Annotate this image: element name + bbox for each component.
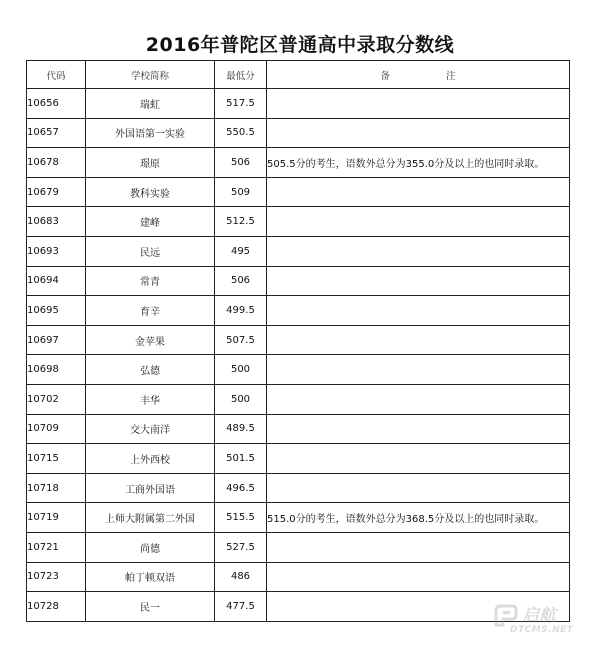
note-cell [267, 414, 570, 444]
site-watermark [492, 601, 588, 641]
code-cell: 10715 [27, 444, 86, 474]
code-cell: 10728 [27, 592, 86, 622]
note-cell [267, 325, 570, 355]
school-name-cell: 金苹果 [86, 325, 215, 355]
school-name-cell: 弘德 [86, 355, 215, 385]
table-row [27, 444, 570, 474]
note-cell [267, 296, 570, 326]
code-cell: 10678 [27, 148, 86, 178]
min-score-cell: 477.5 [215, 592, 267, 622]
min-score-cell: 512.5 [215, 207, 267, 237]
table-row [27, 266, 570, 296]
school-name-cell: 教科实验 [86, 177, 215, 207]
min-score-cell: 486 [215, 562, 267, 592]
code-cell: 10709 [27, 414, 86, 444]
watermark-name: 启航 [522, 606, 556, 626]
school-name-cell: 常青 [86, 266, 215, 296]
note-cell [267, 355, 570, 385]
min-score-cell: 489.5 [215, 414, 267, 444]
code-cell: 10695 [27, 296, 86, 326]
code-cell: 10721 [27, 532, 86, 562]
header-note [267, 61, 570, 89]
code-cell: 10679 [27, 177, 86, 207]
school-name-cell: 丰华 [86, 384, 215, 414]
note-cell [267, 236, 570, 266]
table-row [27, 384, 570, 414]
code-cell: 10698 [27, 355, 86, 385]
table-row [27, 177, 570, 207]
header-code: 代码 [27, 61, 86, 89]
school-name-cell: 育辛 [86, 296, 215, 326]
note-cell [267, 118, 570, 148]
min-score-cell: 550.5 [215, 118, 267, 148]
note-cell: 515.0分的考生，语数外总分为368.5分及以上的也同时录取。 [267, 503, 570, 533]
min-score-cell: 499.5 [215, 296, 267, 326]
school-name-cell: 民远 [86, 236, 215, 266]
header-note-first: 备 [380, 70, 390, 82]
code-cell: 10694 [27, 266, 86, 296]
school-name-cell: 尚德 [86, 532, 215, 562]
min-score-cell: 500 [215, 384, 267, 414]
table-row [27, 562, 570, 592]
note-cell [267, 532, 570, 562]
school-name-cell: 建峰 [86, 207, 215, 237]
code-cell: 10719 [27, 503, 86, 533]
min-score-cell: 500 [215, 355, 267, 385]
table-row [27, 296, 570, 326]
table-header-row [27, 61, 570, 89]
code-cell: 10657 [27, 118, 86, 148]
school-name-cell: 民一 [86, 592, 215, 622]
min-score-cell: 506 [215, 148, 267, 178]
min-score-cell: 496.5 [215, 473, 267, 503]
min-score-cell: 509 [215, 177, 267, 207]
watermark-url: DTCMS.NET [510, 625, 574, 635]
note-cell [267, 384, 570, 414]
table-row [27, 325, 570, 355]
table-row [27, 503, 570, 533]
table-row [27, 148, 570, 178]
code-cell: 10718 [27, 473, 86, 503]
school-name-cell: 工商外国语 [86, 473, 215, 503]
school-name-cell: 交大南洋 [86, 414, 215, 444]
code-cell: 10656 [27, 89, 86, 119]
school-name-cell: 外国语第一实验 [86, 118, 215, 148]
table-row [27, 473, 570, 503]
table-row [27, 89, 570, 119]
table-row [27, 207, 570, 237]
min-score-cell: 515.5 [215, 503, 267, 533]
min-score-cell: 501.5 [215, 444, 267, 474]
code-cell: 10693 [27, 236, 86, 266]
note-cell [267, 444, 570, 474]
table-row [27, 355, 570, 385]
table-row [27, 532, 570, 562]
note-cell [267, 473, 570, 503]
note-cell [267, 177, 570, 207]
school-name-cell: 上外西校 [86, 444, 215, 474]
header-note-second: 注 [446, 70, 456, 82]
code-cell: 10702 [27, 384, 86, 414]
note-cell [267, 89, 570, 119]
table-row [27, 414, 570, 444]
note-cell [267, 207, 570, 237]
code-cell: 10723 [27, 562, 86, 592]
table-row [27, 236, 570, 266]
header-name: 学校简称 [86, 61, 215, 89]
note-cell [267, 562, 570, 592]
table-row [27, 118, 570, 148]
score-table [26, 60, 570, 622]
note-cell [267, 266, 570, 296]
code-cell: 10683 [27, 207, 86, 237]
note-cell: 505.5分的考生，语数外总分为355.0分及以上的也同时录取。 [267, 148, 570, 178]
min-score-cell: 507.5 [215, 325, 267, 355]
min-score-cell: 527.5 [215, 532, 267, 562]
school-name-cell: 璟原 [86, 148, 215, 178]
min-score-cell: 495 [215, 236, 267, 266]
school-name-cell: 瑞虹 [86, 89, 215, 119]
min-score-cell: 517.5 [215, 89, 267, 119]
table-body [27, 89, 570, 622]
code-cell: 10697 [27, 325, 86, 355]
min-score-cell: 506 [215, 266, 267, 296]
header-score: 最低分 [215, 61, 267, 89]
school-name-cell: 帕丁顿双语 [86, 562, 215, 592]
school-name-cell: 上师大附属第二外国 [86, 503, 215, 533]
table-row [27, 592, 570, 622]
page-title: 2016年普陀区普通高中录取分数线 [145, 34, 455, 56]
